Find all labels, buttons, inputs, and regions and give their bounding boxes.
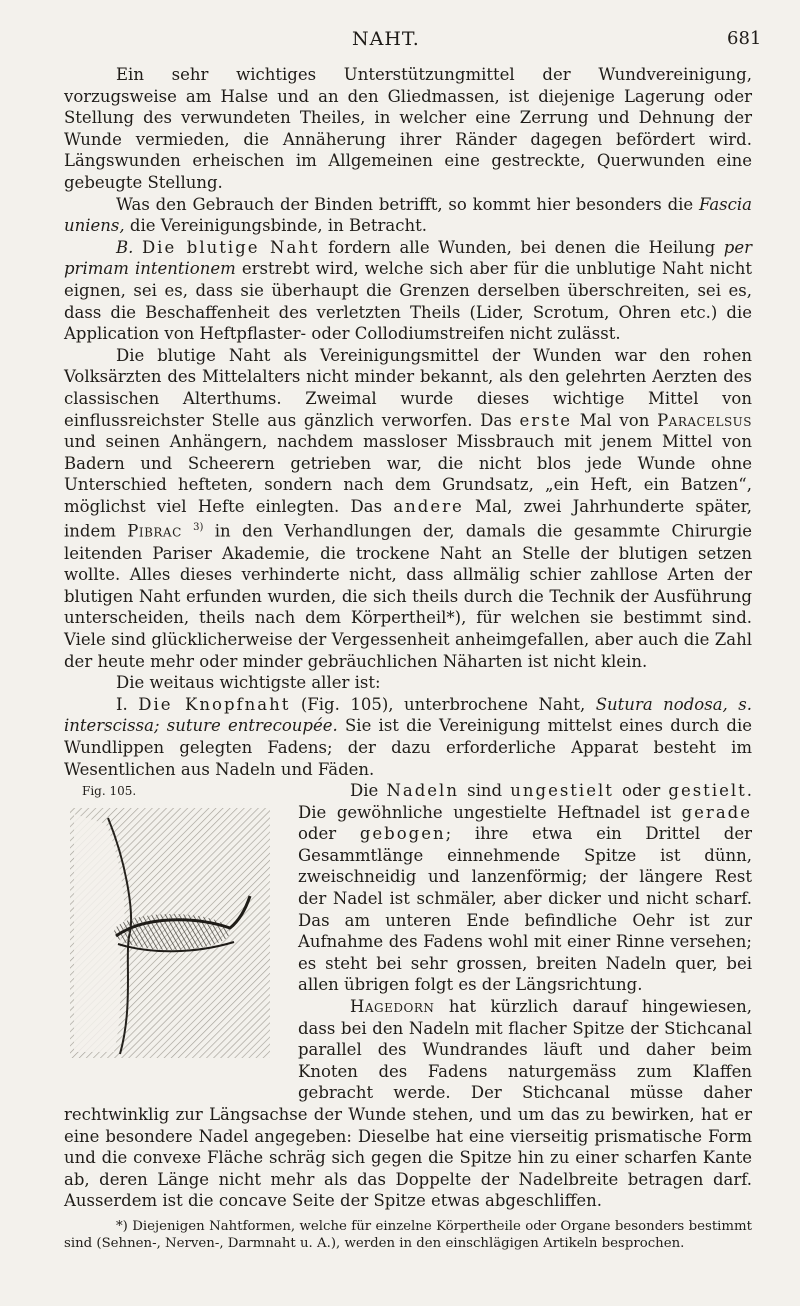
text-segment: Was den Gebrauch der Binden betrifft, so kommt hier besonders die (116, 194, 699, 214)
text-segment: oder (613, 781, 669, 801)
footnote: *) Diejenigen Nahtformen, welche für einzelne Körpertheile oder Organe besonders bestimmt sind (Sehnen-, Nerven-, Darmnaht u. A.), werden in den einschlägigen Artikeln besprochen. (64, 1218, 752, 1251)
text-segment: Sie ist die Vereinigung mittelst eines durch die Wundlippen gelegten Fadens; der dazu erforderliche Apparat besteht im Wesentlichen aus Nadeln und Fäden. (64, 716, 752, 779)
paragraph-lagerung: Ein sehr wichtiges Unterstützungmittel der Wundvereinigung, vorzugsweise am Halse und an den Gliedmassen, ist diejenige Lagerung oder Stellung des verwundeten Theiles, in welcher eine Zerrung und Dehnung der Wunde vermieden, die Annäherung ihrer Ränder dagegen befördert wird. Längswunden erheischen im Allgemeinen eine gestreckte, Querwunden eine gebeugte Stellung. (64, 65, 752, 192)
text-segment: Die (350, 781, 387, 801)
text-segment: sind (458, 781, 511, 801)
figure-105-float (64, 784, 284, 1084)
spaced-word-gestielt: gestielt (668, 781, 747, 801)
term-per-primam: per primam intentionem (64, 237, 752, 279)
text-segment: die Vereinigungsbinde, in Betracht. (124, 216, 427, 236)
text-segment: ; ihre etwa ein Drittel der Gesammtlänge einnehmende Spitze ist dünn, zweischneidig und lanzenförmig; der längere Rest der Nadel ist schmäler, aber dicker und nicht scharf. Das am unteren Ende befindliche Oehr ist zur Aufnahme des Fadens wohl mit einer Rinne versehen; es steht bei sehr grossen, breiten Nadeln quer, bei allen übrigen folgt es der Längsrichtung. (298, 824, 752, 995)
text-segment: Mal, zwei Jahrhunderte später, indem (64, 496, 752, 541)
text-segment: hat kürzlich darauf hingewiesen, dass bei den Nadeln mit flacher Spitze der Stichcanal parallel des Wundrandes läuft und daher beim Knoten des Fadens naturgemäss zum Klaffen gebracht werde. Der Stichcanal müsse daher rechtwinklig zur Längsachse der Wunde stehen, und um das zu bewirken, hat er eine besondere Nadel angegeben: Dieselbe hat eine vierseitig prismatische Form und die convexe Fläche schräg sich gegen die Spitze hin zu einer scharfen Kante ab, deren Länge nicht mehr als das Doppelte der Nadelbreite betragen darf. Ausserdem ist die concave Seite der Spitze etwas abgeschliffen. (64, 997, 752, 1211)
text-segment: in den Verhandlungen der, damals die gesammte Chirurgie leitenden Pariser Akademie, die trockene Naht an Stelle der blutigen setzen wollte. Alles dieses verhinderte nicht, dass allmälig schier zahllose Arten der blutigen Naht erfunden wurden, die sich theils durch die Technik der Ausführung unterscheiden, theils nach dem Körpertheil*), für welchen sie bestimmt sind. Viele sind glücklicherweise der Vergessenheit anheimgefallen, aber auch die Zahl der heute mehr oder minder gebräuchlichen Näharten ist nicht klein. (64, 521, 752, 671)
section-heading-blutige-naht: Die blutige Naht (141, 237, 320, 257)
paragraph-wichtigste: Die weitaus wichtigste aller ist: (116, 673, 381, 693)
spaced-word-andere: andere (393, 496, 464, 516)
section-label-b: B. (116, 237, 134, 257)
name-pibrac: Pibrac (127, 521, 182, 541)
text-segment: oder (298, 824, 360, 844)
paragraph-blutige-naht (64, 237, 752, 345)
paragraph-geschichte (64, 345, 752, 672)
section-heading-knopfnaht: Die Knopfnaht (138, 694, 291, 714)
section-label-i: I. (116, 694, 128, 714)
page-header (0, 28, 800, 58)
spaced-word-gerade: gerade (681, 802, 752, 822)
page-number: 681 (727, 28, 762, 49)
spaced-word-nadeln: Nadeln (386, 781, 459, 801)
figure-caption: Fig. 105. (82, 784, 137, 799)
name-paracelsus: Paracelsus (657, 410, 752, 430)
term-fascia-uniens: Fascia uniens, (64, 194, 752, 236)
text-segment: fordern alle Wunden, bei denen die Heilung (319, 237, 724, 257)
text-segment: und seinen Anhängern, nachdem massloser Missbrauch mit jenem Mittel von Badern und Scheerern getrieben war, die nicht blos jede Wunde ohne Unterschied hefteten, sondern nach dem Grundsatz, „ein Heft, ein Batzen“, möglichst viel Hefte einlegten. Das (64, 432, 752, 516)
article-body (64, 64, 752, 1252)
term-sutura-nodosa: Sutura nodosa, s. interscissa; suture entrecoupée. (64, 694, 752, 736)
paragraph-binden (64, 194, 752, 237)
text-segment: (Fig. 105), unterbrochene Naht, (290, 694, 596, 714)
text-segment: . Die gewöhnliche ungestielte Heftnadel ist (298, 781, 753, 822)
running-title: NAHT. (352, 28, 420, 50)
name-hagedorn: Hagedorn (350, 997, 435, 1017)
text-segment: Die blutige Naht als Vereinigungsmittel der Wunden war den rohen Volksärzten des Mittelalters nicht minder bekannt, als den gelehrten Aerzten des classischen Alterthums. Zweimal wurde dieses wichtige Mittel von einflussreichster Stelle aus gänzlich verworfen. Das (64, 345, 752, 430)
spaced-word-gebogen: gebogen (359, 824, 446, 844)
text-segment: erstrebt wird, welche sich aber für die unblutige Naht nicht eignen, sei es, dass sie überhaupt die Grenzen derselben überschreiten, sei es, dass die Beschaffenheit des verletzten Theils (Lider, Scrotum, Ohren etc.) die Application von Heftpflaster- oder Collodiumstreifen nicht zulässt. (64, 259, 753, 344)
reference-marker: 3) (193, 522, 204, 534)
text-segment: Mal von (571, 410, 658, 430)
paragraph-knopfnaht (64, 694, 752, 780)
spaced-word-ungestielt: ungestielt (510, 781, 614, 801)
spaced-word-erste: erste (519, 410, 572, 430)
figure-illustration (64, 804, 278, 1066)
